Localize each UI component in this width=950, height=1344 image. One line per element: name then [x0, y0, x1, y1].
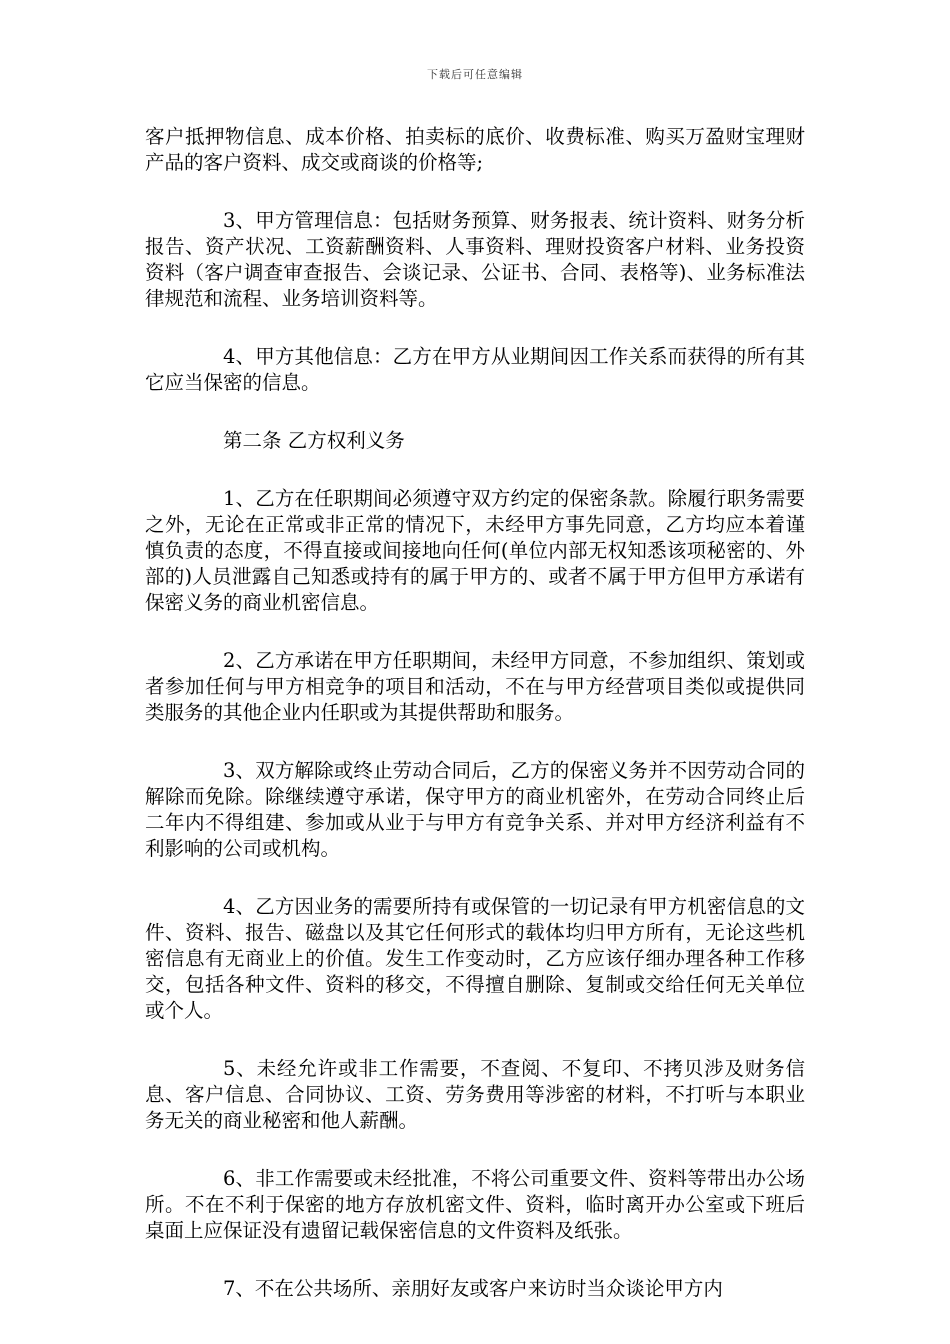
paragraph-obligation-5: 5、未经允许或非工作需要，不查阅、不复印、不拷贝涉及财务信息、客户信息、合同协议、工资、劳务费用等涉密的材料，不打听与本职业务无关的商业秘密和他人薪酬。 — [145, 1057, 805, 1132]
paragraph-item-3: 3、甲方管理信息：包括财务预算、财务报表、统计资料、财务分析报告、资产状况、工资薪酬资料、人事资料、理财投资客户材料、业务投资资料（客户调查审查报告、会谈记录、公证书、合同、表格等)、业务标准法律规范和流程、业务培训资料等。 — [145, 209, 805, 310]
paragraph-continued: 客户抵押物信息、成本价格、拍卖标的底价、收费标准、购买万盈财宝理财产品的客户资料、成交或商谈的价格等; — [145, 125, 805, 174]
paragraph-item-4: 4、甲方其他信息：乙方在甲方从业期间因工作关系而获得的所有其它应当保密的信息。 — [145, 345, 805, 394]
paragraph-obligation-7: 7、不在公共场所、亲朋好友或客户来访时当众谈论甲方内 — [223, 1277, 723, 1300]
section-heading: 第二条 乙方权利义务 — [223, 429, 405, 452]
page-header: 下载后可任意编辑 — [427, 68, 523, 81]
paragraph-obligation-4: 4、乙方因业务的需要所持有或保管的一切记录有甲方机密信息的文件、资料、报告、磁盘以及其它任何形式的载体均归甲方所有，无论这些机密信息有无商业上的价值。发生工作变动时，乙方应该仔细办理各种工作移交，包括各种文件、资料的移交，不得擅自删除、复制或交给任何无关单位或个人。 — [145, 895, 805, 1022]
paragraph-obligation-2: 2、乙方承诺在甲方任职期间，未经甲方同意，不参加组织、策划或者参加任何与甲方相竞争的项目和活动，不在与甲方经营项目类似或提供同类服务的其他企业内任职或为其提供帮助和服务。 — [145, 649, 805, 724]
paragraph-obligation-1: 1、乙方在任职期间必须遵守双方约定的保密条款。除履行职务需要之外，无论在正常或非正常的情况下，未经甲方事先同意，乙方均应本着谨慎负责的态度，不得直接或间接地向任何(单位内部无权知悉该项秘密的、外部的)人员泄露自己知悉或持有的属于甲方的、或者不属于甲方但甲方承诺有保密义务的商业机密信息。 — [145, 487, 805, 614]
document-body — [145, 124, 805, 1302]
paragraph-obligation-3: 3、双方解除或终止劳动合同后，乙方的保密义务并不因劳动合同的解除而免除。除继续遵守承诺，保守甲方的商业机密外，在劳动合同终止后二年内不得组建、参加或从业于与甲方有竞争关系、并对甲方经济利益有不利影响的公司或机构。 — [145, 759, 805, 860]
paragraph-obligation-6: 6、非工作需要或未经批准，不将公司重要文件、资料等带出办公场所。不在不利于保密的地方存放机密文件、资料，临时离开办公室或下班后桌面上应保证没有遗留记载保密信息的文件资料及纸张。 — [145, 1167, 805, 1242]
